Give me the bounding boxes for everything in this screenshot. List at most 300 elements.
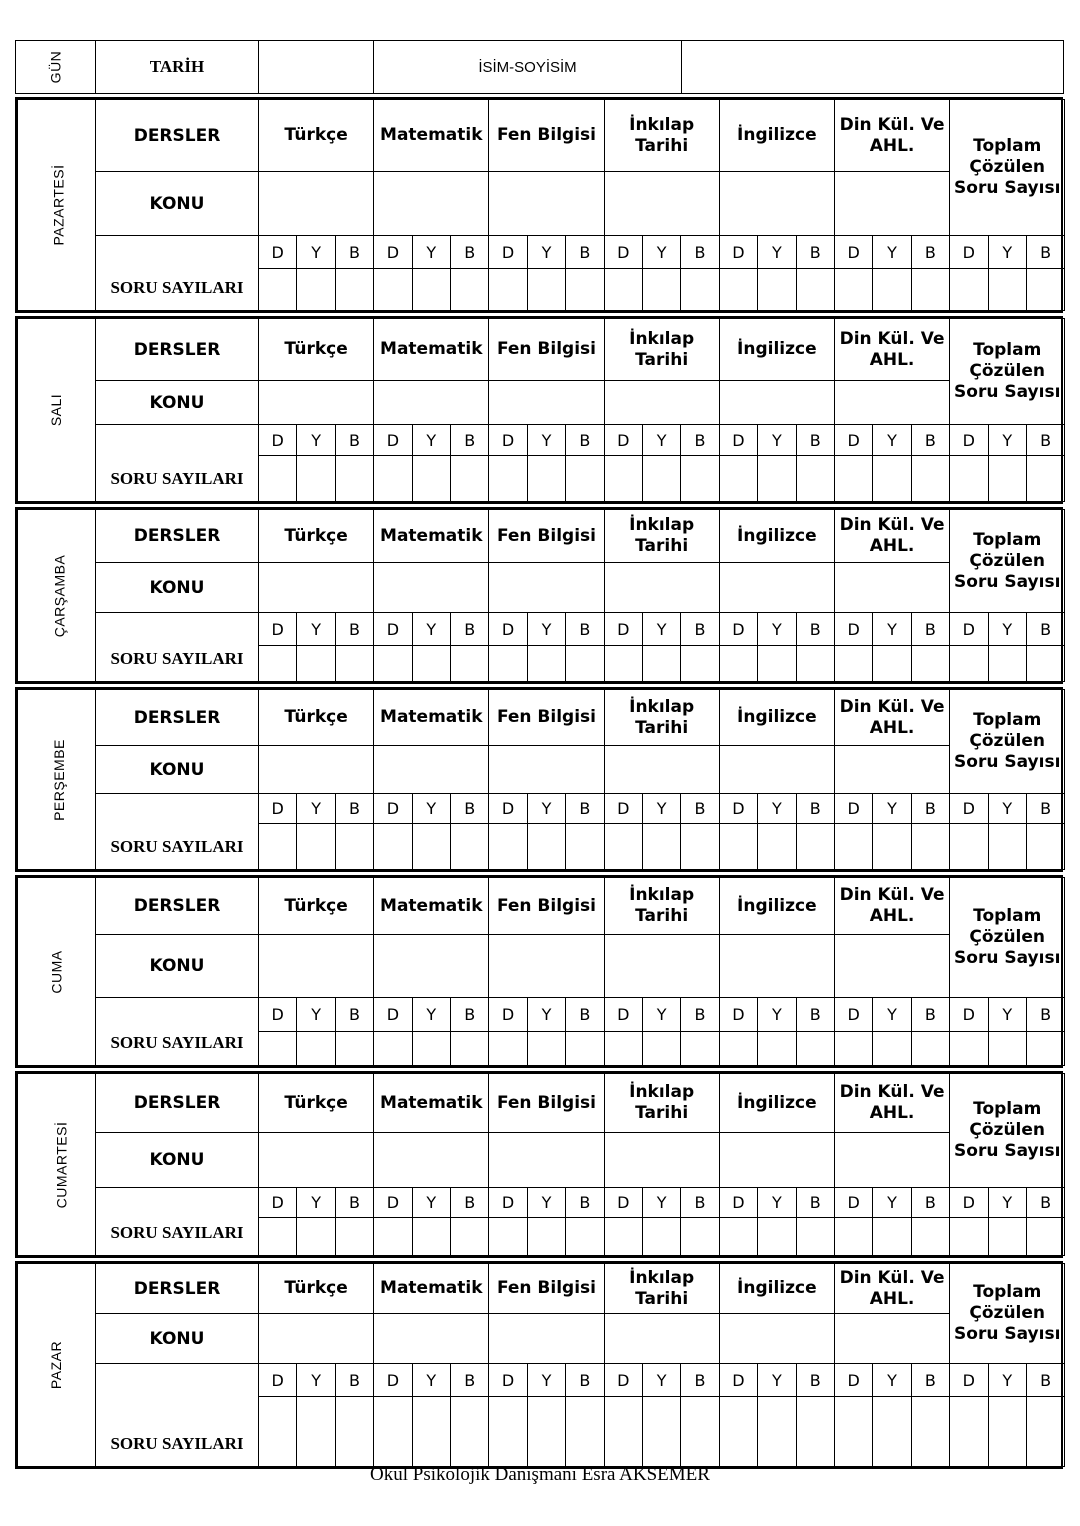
dyb-header: Y (988, 794, 1026, 824)
dyb-header: D (489, 613, 527, 646)
dyb-header: Y (412, 613, 450, 646)
subject-header (259, 319, 374, 381)
count-entry-field[interactable] (911, 1218, 949, 1256)
count-entry-field[interactable] (604, 1218, 642, 1256)
count-entry-field[interactable] (604, 824, 642, 870)
subject-header (834, 690, 949, 746)
count-entry-field[interactable] (412, 269, 450, 311)
dyb-header: D (374, 236, 412, 269)
total-line1: Toplam (973, 1282, 1042, 1302)
count-entry-field[interactable] (796, 1218, 834, 1256)
soru-sayilari-label: SORU SAYILARI (96, 613, 259, 682)
dyb-header: Y (758, 998, 796, 1032)
count-entry-field[interactable] (412, 456, 450, 502)
count-entry-field[interactable] (758, 824, 796, 870)
count-entry-field[interactable] (758, 269, 796, 311)
konu-field[interactable] (834, 381, 949, 425)
konu-field[interactable] (604, 746, 719, 794)
count-entry-field[interactable] (450, 269, 488, 311)
dersler-label: DERSLER (96, 319, 259, 381)
count-entry-field[interactable] (527, 1032, 565, 1066)
dyb-header: B (566, 1188, 604, 1218)
count-entry-field[interactable] (681, 1397, 719, 1467)
count-entry-field[interactable] (873, 824, 911, 870)
konu-field[interactable] (489, 381, 604, 425)
soru-sayilari-label: SORU SAYILARI (96, 425, 259, 502)
dersler-label: DERSLER (96, 1264, 259, 1314)
count-entry-field[interactable] (796, 1032, 834, 1066)
count-entry-field[interactable] (527, 646, 565, 682)
konu-field[interactable] (259, 935, 374, 998)
count-entry-field[interactable] (1026, 1218, 1064, 1256)
dyb-header: B (796, 425, 834, 456)
subject-name: Matematik (380, 525, 483, 546)
dersler-label: DERSLER (96, 100, 259, 172)
count-entry-field[interactable] (988, 1397, 1026, 1467)
count-entry-field[interactable] (950, 269, 988, 311)
dyb-header: D (950, 794, 988, 824)
count-entry-field[interactable] (450, 1218, 488, 1256)
count-entry-field[interactable] (1026, 646, 1064, 682)
gun-label-cell (16, 41, 96, 94)
count-entry-field[interactable] (374, 269, 412, 311)
dyb-header: Y (873, 1364, 911, 1397)
isim-soyisim-label: İSİM-SOYİSİM (374, 41, 682, 94)
count-entry-field[interactable] (259, 824, 297, 870)
konu-field[interactable] (834, 1314, 949, 1364)
subject-header (834, 319, 949, 381)
count-entry-field[interactable] (642, 269, 680, 311)
count-entry-field[interactable] (719, 1032, 757, 1066)
count-entry-field[interactable] (604, 1397, 642, 1467)
count-entry-field[interactable] (374, 824, 412, 870)
count-entry-field[interactable] (335, 646, 373, 682)
count-entry-field[interactable] (834, 269, 872, 311)
count-entry-field[interactable] (566, 1218, 604, 1256)
day-block (15, 507, 1063, 684)
count-entry-field[interactable] (719, 824, 757, 870)
dyb-header: D (834, 236, 872, 269)
count-entry-field[interactable] (911, 1397, 949, 1467)
count-entry-field[interactable] (259, 1218, 297, 1256)
count-entry-field[interactable] (566, 1032, 604, 1066)
konu-field[interactable] (489, 1314, 604, 1364)
count-entry-field[interactable] (642, 824, 680, 870)
count-entry-field[interactable] (796, 1397, 834, 1467)
count-entry-field[interactable] (566, 1397, 604, 1467)
konu-field[interactable] (604, 1314, 719, 1364)
konu-field[interactable] (259, 381, 374, 425)
count-entry-field[interactable] (566, 269, 604, 311)
count-entry-field[interactable] (758, 1218, 796, 1256)
count-entry-field[interactable] (834, 646, 872, 682)
subject-header (604, 690, 719, 746)
konu-field[interactable] (604, 172, 719, 236)
count-entry-field[interactable] (873, 269, 911, 311)
dyb-header: D (259, 236, 297, 269)
konu-field[interactable] (489, 935, 604, 998)
dyb-header: D (259, 998, 297, 1032)
konu-field[interactable] (834, 746, 949, 794)
total-line2: Çözülen (969, 157, 1046, 177)
count-entry-field[interactable] (911, 456, 949, 502)
count-entry-field[interactable] (297, 646, 335, 682)
count-entry-field[interactable] (604, 646, 642, 682)
konu-field[interactable] (834, 563, 949, 613)
count-entry-field[interactable] (259, 1397, 297, 1467)
konu-field[interactable] (374, 563, 489, 613)
count-entry-field[interactable] (950, 824, 988, 870)
soru-sayilari-label: SORU SAYILARI (96, 998, 259, 1066)
count-entry-field[interactable] (642, 456, 680, 502)
count-entry-field[interactable] (335, 1032, 373, 1066)
dyb-header: B (1026, 1364, 1064, 1397)
count-entry-field[interactable] (873, 1218, 911, 1256)
count-entry-field[interactable] (412, 646, 450, 682)
dyb-header: Y (527, 236, 565, 269)
count-entry-field[interactable] (642, 1218, 680, 1256)
day-table (17, 1263, 1065, 1467)
konu-field[interactable] (604, 1133, 719, 1188)
dyb-header: Y (988, 1364, 1026, 1397)
subject-header (719, 319, 834, 381)
subject-header (489, 690, 604, 746)
subject-name: İnkılap (629, 885, 695, 905)
count-entry-field[interactable] (873, 456, 911, 502)
tarih-field[interactable] (259, 41, 374, 94)
dyb-header: D (489, 1188, 527, 1218)
dyb-header: D (259, 613, 297, 646)
dyb-header: B (796, 236, 834, 269)
count-entry-field[interactable] (681, 1032, 719, 1066)
subject-name: İnkılap (629, 328, 695, 349)
count-entry-field[interactable] (566, 824, 604, 870)
konu-field[interactable] (374, 746, 489, 794)
dyb-header: Y (758, 613, 796, 646)
total-line2: Çözülen (969, 361, 1046, 381)
konu-field[interactable] (719, 381, 834, 425)
konu-field[interactable] (719, 1314, 834, 1364)
subject-name: Fen Bilgisi (496, 525, 596, 546)
count-entry-field[interactable] (873, 1397, 911, 1467)
subject-name: İngilizce (737, 525, 817, 546)
subject-name: Fen Bilgisi (496, 125, 596, 145)
konu-field[interactable] (719, 172, 834, 236)
count-entry-field[interactable] (873, 646, 911, 682)
konu-field[interactable] (259, 1314, 374, 1364)
count-entry-field[interactable] (758, 456, 796, 502)
konu-field[interactable] (489, 746, 604, 794)
konu-field[interactable] (259, 172, 374, 236)
total-line2: Çözülen (969, 1303, 1046, 1323)
konu-field[interactable] (374, 172, 489, 236)
dyb-header: B (681, 1188, 719, 1218)
dyb-header: B (796, 998, 834, 1032)
total-line2: Çözülen (969, 1120, 1046, 1140)
count-entry-field[interactable] (950, 646, 988, 682)
count-entry-field[interactable] (527, 1218, 565, 1256)
day-table (17, 1073, 1065, 1256)
konu-field[interactable] (834, 1133, 949, 1188)
konu-field[interactable] (489, 563, 604, 613)
count-entry-field[interactable] (527, 456, 565, 502)
count-entry-field[interactable] (297, 824, 335, 870)
count-entry-field[interactable] (834, 1218, 872, 1256)
count-entry-field[interactable] (642, 1032, 680, 1066)
count-entry-field[interactable] (758, 1032, 796, 1066)
konu-field[interactable] (259, 563, 374, 613)
count-entry-field[interactable] (412, 824, 450, 870)
subject-header (834, 1074, 949, 1133)
dyb-header: B (450, 1364, 488, 1397)
subject-name: Türkçe (284, 525, 348, 546)
total-line1: Toplam (973, 710, 1042, 730)
count-entry-field[interactable] (450, 1032, 488, 1066)
dyb-header: Y (642, 998, 680, 1032)
dyb-header: B (1026, 613, 1064, 646)
count-entry-field[interactable] (374, 646, 412, 682)
count-entry-field[interactable] (834, 824, 872, 870)
count-entry-field[interactable] (834, 1032, 872, 1066)
count-entry-field[interactable] (681, 824, 719, 870)
count-entry-field[interactable] (335, 824, 373, 870)
count-entry-field[interactable] (1026, 824, 1064, 870)
subject-header (719, 878, 834, 935)
count-entry-field[interactable] (604, 456, 642, 502)
konu-field[interactable] (719, 746, 834, 794)
day-name: CUMARTESİ (53, 1121, 70, 1208)
dyb-header: B (911, 1188, 949, 1218)
count-entry-field[interactable] (719, 646, 757, 682)
dyb-header: Y (758, 1188, 796, 1218)
subject-header (489, 878, 604, 935)
count-entry-field[interactable] (297, 456, 335, 502)
count-entry-field[interactable] (1026, 1032, 1064, 1066)
dyb-header: D (604, 1364, 642, 1397)
subject-header (834, 100, 949, 172)
dyb-header: Y (412, 236, 450, 269)
konu-field[interactable] (834, 172, 949, 236)
subject-header (834, 1264, 949, 1314)
dyb-header: B (566, 236, 604, 269)
count-entry-field[interactable] (450, 824, 488, 870)
konu-field[interactable] (719, 563, 834, 613)
konu-field[interactable] (604, 563, 719, 613)
count-entry-field[interactable] (335, 1397, 373, 1467)
subject-name: Din Kül. Ve (839, 1082, 945, 1102)
count-entry-field[interactable] (374, 1397, 412, 1467)
subject-name: İnkılap (629, 515, 695, 535)
dyb-header: Y (412, 794, 450, 824)
count-entry-field[interactable] (796, 824, 834, 870)
count-entry-field[interactable] (489, 824, 527, 870)
count-entry-field[interactable] (719, 456, 757, 502)
count-entry-field[interactable] (642, 1397, 680, 1467)
konu-field[interactable] (489, 172, 604, 236)
dyb-header: D (374, 794, 412, 824)
subject-name-line2: AHL. (869, 1288, 915, 1309)
konu-field[interactable] (604, 935, 719, 998)
count-entry-field[interactable] (297, 1032, 335, 1066)
subject-header (374, 100, 489, 172)
dyb-header: B (681, 794, 719, 824)
count-entry-field[interactable] (988, 456, 1026, 502)
dyb-header: Y (642, 236, 680, 269)
dyb-header: D (604, 425, 642, 456)
count-entry-field[interactable] (412, 1397, 450, 1467)
count-entry-field[interactable] (297, 269, 335, 311)
count-entry-field[interactable] (604, 269, 642, 311)
count-entry-field[interactable] (412, 1218, 450, 1256)
konu-field[interactable] (374, 1133, 489, 1188)
count-entry-field[interactable] (719, 1397, 757, 1467)
konu-field[interactable] (719, 1133, 834, 1188)
dersler-label: DERSLER (96, 1074, 259, 1133)
day-table (17, 99, 1065, 311)
count-entry-field[interactable] (259, 456, 297, 502)
count-entry-field[interactable] (335, 456, 373, 502)
isim-soyisim-field[interactable] (682, 41, 1064, 94)
count-entry-field[interactable] (834, 456, 872, 502)
konu-field[interactable] (374, 935, 489, 998)
dyb-header: D (719, 236, 757, 269)
count-entry-field[interactable] (796, 646, 834, 682)
total-line1: Toplam (973, 906, 1042, 926)
total-line1: Toplam (973, 340, 1042, 360)
dyb-header: B (796, 613, 834, 646)
dyb-header: B (1026, 998, 1064, 1032)
count-entry-field[interactable] (450, 1397, 488, 1467)
count-entry-field[interactable] (950, 1218, 988, 1256)
count-entry-field[interactable] (259, 1032, 297, 1066)
count-entry-field[interactable] (950, 456, 988, 502)
dyb-header: B (681, 998, 719, 1032)
count-entry-field[interactable] (719, 1218, 757, 1256)
count-entry-field[interactable] (1026, 456, 1064, 502)
count-entry-field[interactable] (489, 269, 527, 311)
konu-field[interactable] (374, 1314, 489, 1364)
total-line3: Soru Sayısı (954, 382, 1061, 402)
subject-header (374, 878, 489, 935)
count-entry-field[interactable] (988, 824, 1026, 870)
count-entry-field[interactable] (489, 1032, 527, 1066)
dyb-header: D (834, 425, 872, 456)
count-entry-field[interactable] (911, 269, 949, 311)
dyb-header: D (489, 794, 527, 824)
total-line2: Çözülen (969, 927, 1046, 947)
count-entry-field[interactable] (1026, 269, 1064, 311)
count-entry-field[interactable] (681, 646, 719, 682)
day-name-cell (18, 319, 96, 502)
total-line1: Toplam (973, 529, 1042, 550)
count-entry-field[interactable] (335, 269, 373, 311)
count-entry-field[interactable] (873, 1032, 911, 1066)
dyb-header: B (681, 1364, 719, 1397)
count-entry-field[interactable] (681, 269, 719, 311)
count-entry-field[interactable] (374, 456, 412, 502)
count-entry-field[interactable] (259, 646, 297, 682)
count-entry-field[interactable] (297, 1397, 335, 1467)
count-entry-field[interactable] (796, 456, 834, 502)
subject-name-line2: AHL. (869, 1103, 915, 1123)
konu-field[interactable] (259, 746, 374, 794)
subject-header (374, 690, 489, 746)
count-entry-field[interactable] (796, 269, 834, 311)
day-name-cell (18, 1074, 96, 1256)
count-entry-field[interactable] (1026, 1397, 1064, 1467)
konu-field[interactable] (259, 1133, 374, 1188)
count-entry-field[interactable] (297, 1218, 335, 1256)
count-entry-field[interactable] (988, 269, 1026, 311)
count-entry-field[interactable] (642, 646, 680, 682)
count-entry-field[interactable] (681, 1218, 719, 1256)
dyb-header: Y (412, 1188, 450, 1218)
count-entry-field[interactable] (988, 1032, 1026, 1066)
subject-header (259, 100, 374, 172)
subject-header (259, 1264, 374, 1314)
count-entry-field[interactable] (489, 1218, 527, 1256)
count-entry-field[interactable] (911, 1032, 949, 1066)
count-entry-field[interactable] (412, 1032, 450, 1066)
count-entry-field[interactable] (489, 646, 527, 682)
total-line3: Soru Sayısı (954, 571, 1061, 592)
subject-name: İnkılap (629, 1267, 695, 1288)
count-entry-field[interactable] (374, 1032, 412, 1066)
count-entry-field[interactable] (527, 1397, 565, 1467)
konu-field[interactable] (834, 935, 949, 998)
subject-name-line2: Tarihi (635, 1288, 689, 1309)
count-entry-field[interactable] (719, 269, 757, 311)
count-entry-field[interactable] (950, 1397, 988, 1467)
count-entry-field[interactable] (374, 1218, 412, 1256)
subject-name: Din Kül. Ve (839, 328, 945, 349)
count-entry-field[interactable] (335, 1218, 373, 1256)
count-entry-field[interactable] (950, 1032, 988, 1066)
dyb-header: Y (527, 998, 565, 1032)
count-entry-field[interactable] (527, 824, 565, 870)
count-entry-field[interactable] (489, 456, 527, 502)
count-entry-field[interactable] (758, 646, 796, 682)
count-entry-field[interactable] (681, 456, 719, 502)
count-entry-field[interactable] (988, 1218, 1026, 1256)
count-entry-field[interactable] (911, 824, 949, 870)
count-entry-field[interactable] (450, 646, 488, 682)
count-entry-field[interactable] (988, 646, 1026, 682)
dyb-header: D (604, 236, 642, 269)
dyb-header: Y (873, 998, 911, 1032)
konu-field[interactable] (719, 935, 834, 998)
count-entry-field[interactable] (911, 646, 949, 682)
count-entry-field[interactable] (450, 456, 488, 502)
subject-name: İngilizce (737, 1278, 817, 1298)
count-entry-field[interactable] (758, 1397, 796, 1467)
total-line3: Soru Sayısı (954, 948, 1061, 968)
count-entry-field[interactable] (834, 1397, 872, 1467)
count-entry-field[interactable] (566, 456, 604, 502)
count-entry-field[interactable] (604, 1032, 642, 1066)
count-entry-field[interactable] (489, 1397, 527, 1467)
dyb-header: D (374, 998, 412, 1032)
konu-field[interactable] (604, 381, 719, 425)
subject-name-line2: AHL. (869, 349, 915, 370)
konu-field[interactable] (374, 381, 489, 425)
dyb-header: D (489, 998, 527, 1032)
konu-field[interactable] (489, 1133, 604, 1188)
count-entry-field[interactable] (259, 269, 297, 311)
count-entry-field[interactable] (566, 646, 604, 682)
dyb-header: B (1026, 794, 1064, 824)
count-entry-field[interactable] (527, 269, 565, 311)
